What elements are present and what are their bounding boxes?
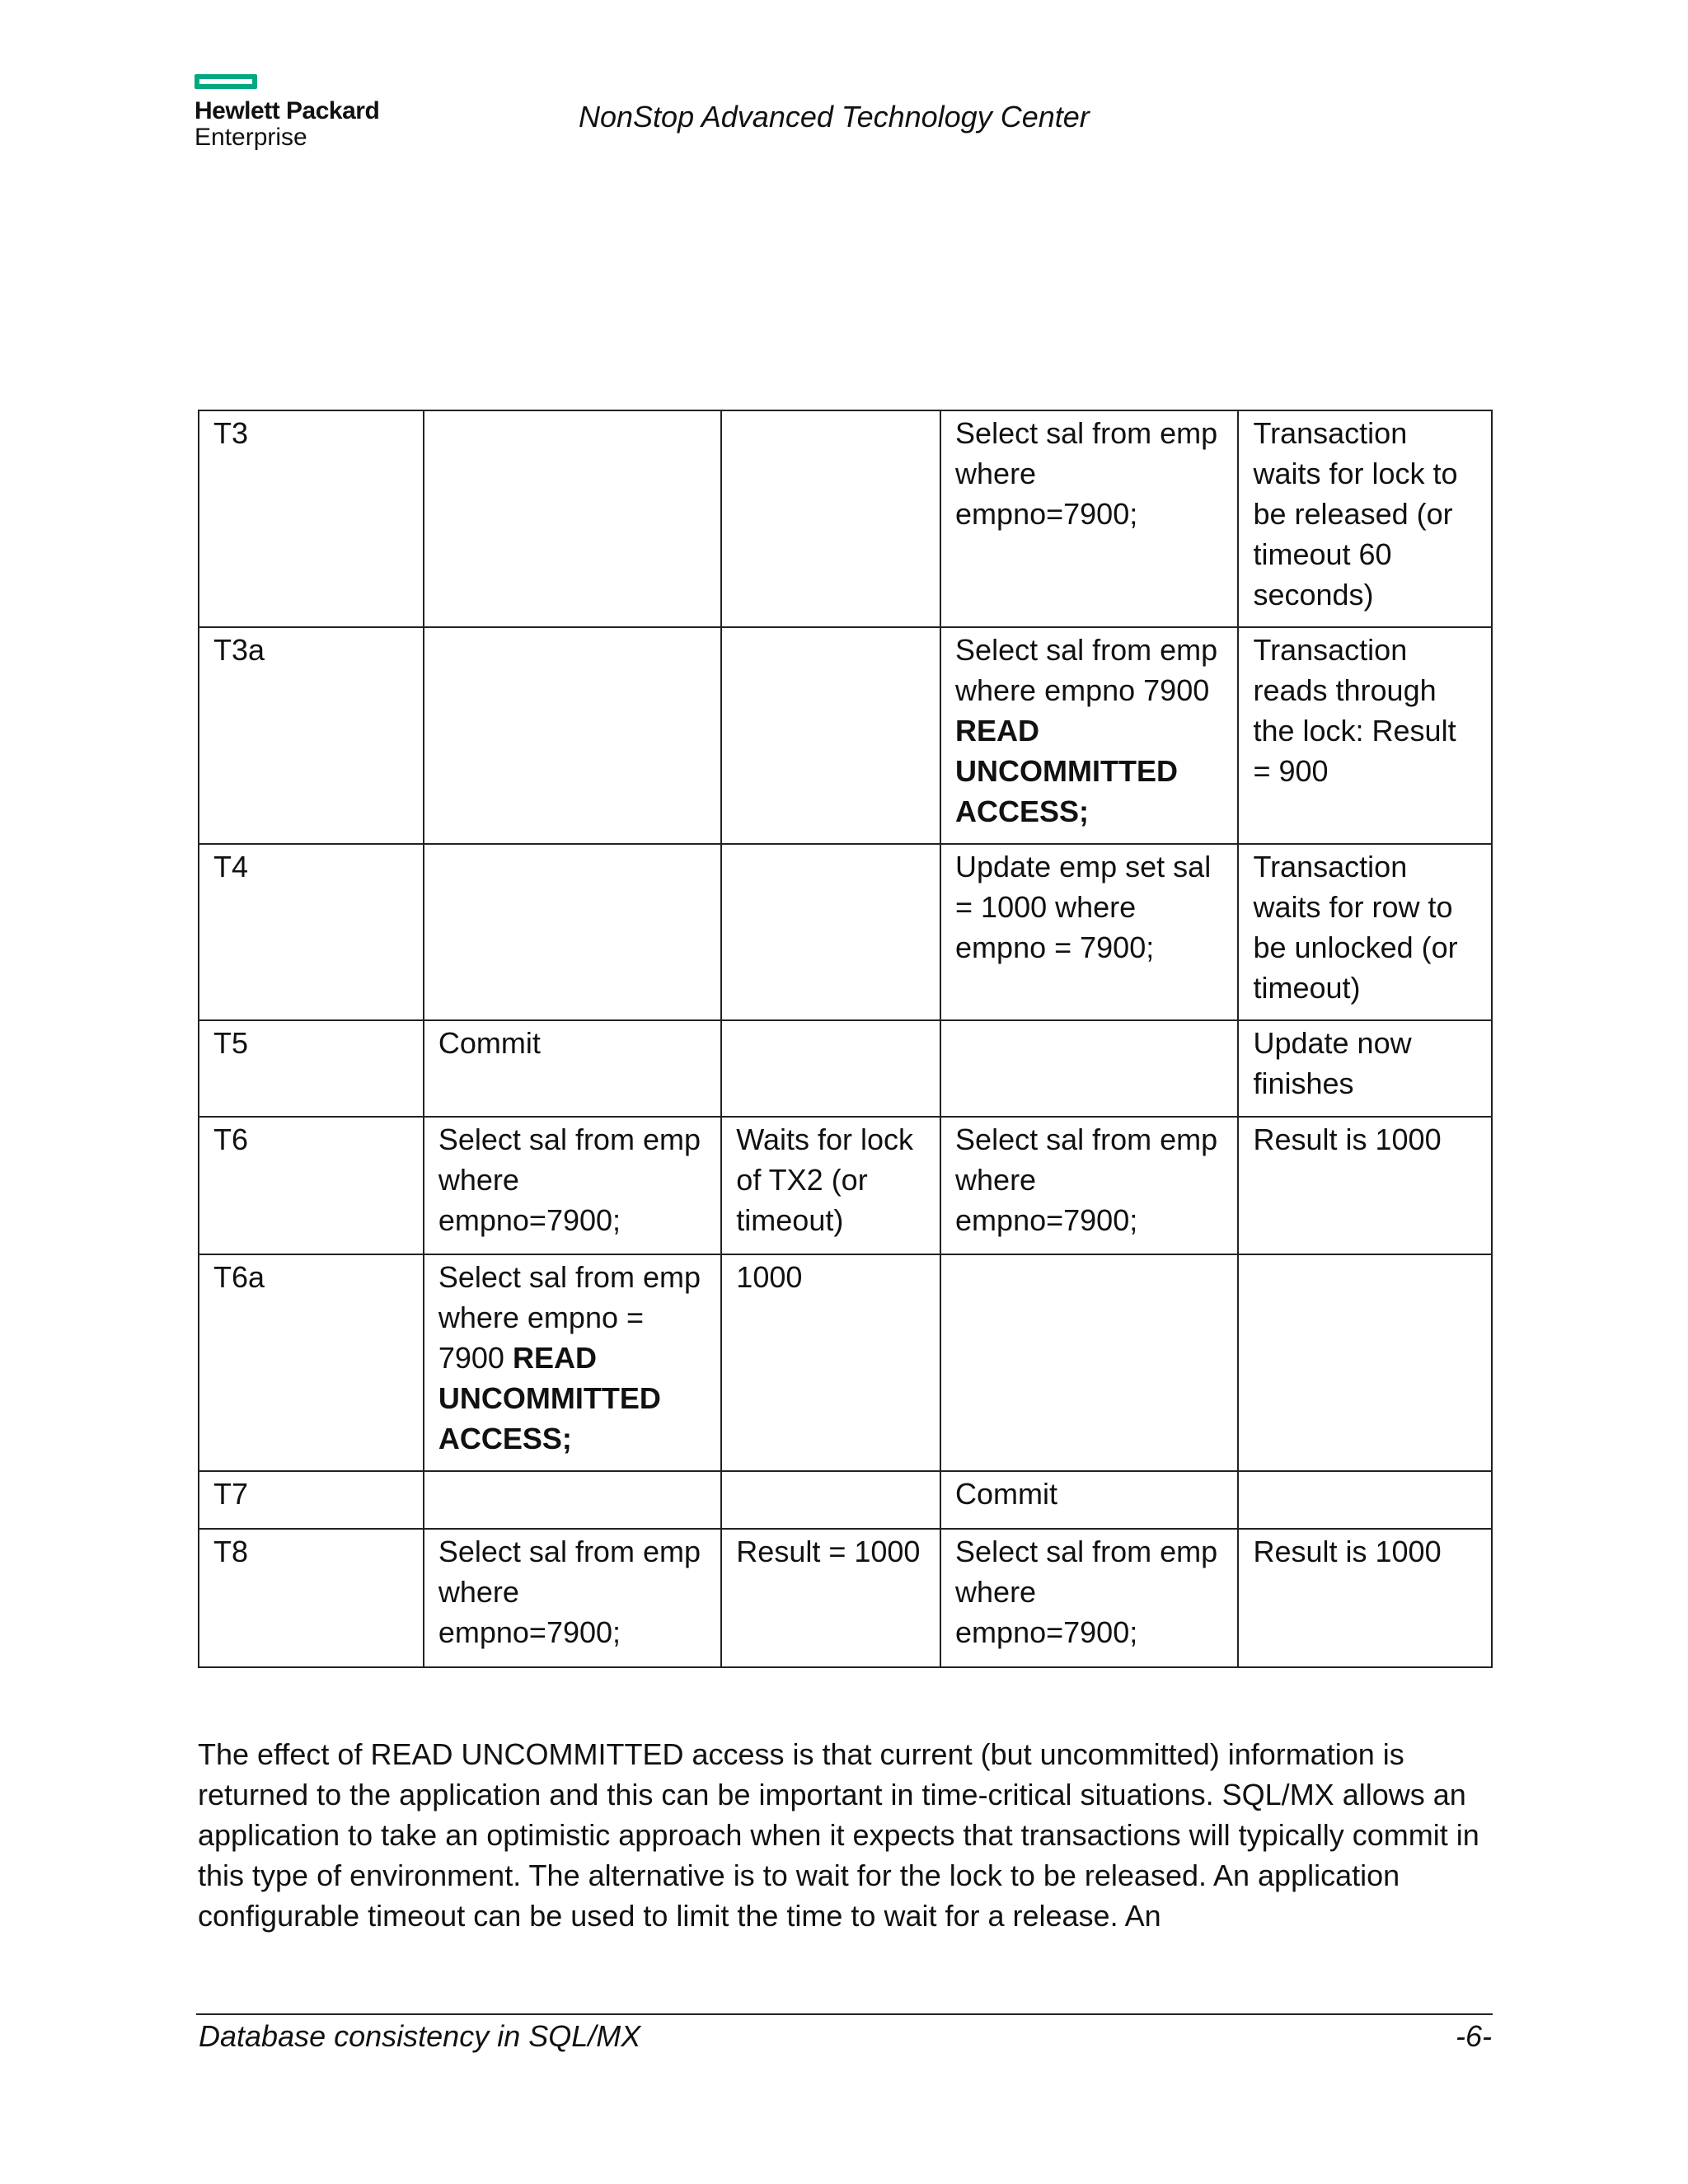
tx1-result-cell <box>721 1020 940 1117</box>
tx1-result-cell: Waits for lock of TX2 (or timeout) <box>721 1117 940 1254</box>
time-cell: T3 <box>199 410 424 627</box>
table-row <box>199 627 1492 844</box>
tx2-cell: Commit <box>940 1471 1238 1529</box>
body-paragraph: The effect of READ UNCOMMITTED access is that current (but uncommitted) information is returned to the application and this can be important in time-critical situations. SQL/MX allows an application to take an optimistic approach when it expects that transactions will typically commit in this type of environment. The alternative is to wait for the lock to be released. An application configurable timeout can be used to limit the time to wait for a release. An <box>198 1737 1479 1933</box>
query-bold-text: READ UNCOMMITTED ACCESS; <box>955 714 1178 828</box>
tx1-cell: Select sal from emp where empno=7900; <box>424 1117 721 1254</box>
time-cell: T3a <box>199 627 424 844</box>
tx2-result-cell: Transaction reads through the lock: Result = 900 <box>1238 627 1492 844</box>
table-row <box>199 1529 1492 1667</box>
table-row <box>199 1020 1492 1117</box>
tx1-cell <box>424 844 721 1020</box>
hpe-logo <box>195 74 379 151</box>
query-text: Select sal from emp where empno = 7900 <box>438 1260 701 1375</box>
hpe-logo-mark <box>195 74 257 89</box>
tx2-cell: Update emp set sal = 1000 where empno = 7900; <box>940 844 1238 1020</box>
time-cell: T5 <box>199 1020 424 1117</box>
tx2-result-cell: Update now finishes <box>1238 1020 1492 1117</box>
table-row <box>199 1117 1492 1254</box>
time-cell: T8 <box>199 1529 424 1667</box>
tx1-cell <box>424 410 721 627</box>
footer-divider <box>196 2013 1493 2015</box>
tx1-cell: Commit <box>424 1020 721 1117</box>
tx2-result-cell <box>1238 1254 1492 1471</box>
tx2-result-cell: Result is 1000 <box>1238 1117 1492 1254</box>
tx1-cell <box>424 1254 721 1471</box>
tx1-result-cell <box>721 410 940 627</box>
table-row <box>199 410 1492 627</box>
table-row <box>199 844 1492 1020</box>
query-text: Select sal from emp where empno 7900 <box>955 633 1218 707</box>
time-cell: T6a <box>199 1254 424 1471</box>
time-cell: T4 <box>199 844 424 1020</box>
tx2-result-cell: Result is 1000 <box>1238 1529 1492 1667</box>
tx1-cell <box>424 1471 721 1529</box>
tx2-result-cell: Transaction waits for row to be unlocked (or timeout) <box>1238 844 1492 1020</box>
tx2-result-cell <box>1238 1471 1492 1529</box>
table-row <box>199 1471 1492 1529</box>
tx1-result-cell <box>721 844 940 1020</box>
tx1-result-cell: 1000 <box>721 1254 940 1471</box>
transaction-table <box>198 410 1493 1668</box>
tx1-cell: Select sal from emp where empno=7900; <box>424 1529 721 1667</box>
tx2-cell <box>940 627 1238 844</box>
footer-title: Database consistency in SQL/MX <box>199 2019 641 2053</box>
tx1-result-cell <box>721 627 940 844</box>
page-number: -6- <box>1456 2019 1492 2053</box>
logo-text-line1: Hewlett Packard <box>195 97 380 124</box>
tx2-cell: Select sal from emp where empno=7900; <box>940 410 1238 627</box>
tx2-cell <box>940 1254 1238 1471</box>
header-title: NonStop Advanced Technology Center <box>579 100 1090 134</box>
tx2-result-cell: Transaction waits for lock to be released (or timeout 60 seconds) <box>1238 410 1492 627</box>
tx2-cell: Select sal from emp where empno=7900; <box>940 1529 1238 1667</box>
tx2-cell <box>940 1020 1238 1117</box>
time-cell: T6 <box>199 1117 424 1254</box>
tx1-cell <box>424 627 721 844</box>
tx1-result-cell: Result = 1000 <box>721 1529 940 1667</box>
table-row <box>199 1254 1492 1471</box>
tx2-cell: Select sal from emp where empno=7900; <box>940 1117 1238 1254</box>
query-bold-text: READ UNCOMMITTED ACCESS; <box>438 1341 661 1455</box>
logo-text-line2: Enterprise <box>195 124 307 151</box>
time-cell: T7 <box>199 1471 424 1529</box>
tx1-result-cell <box>721 1471 940 1529</box>
